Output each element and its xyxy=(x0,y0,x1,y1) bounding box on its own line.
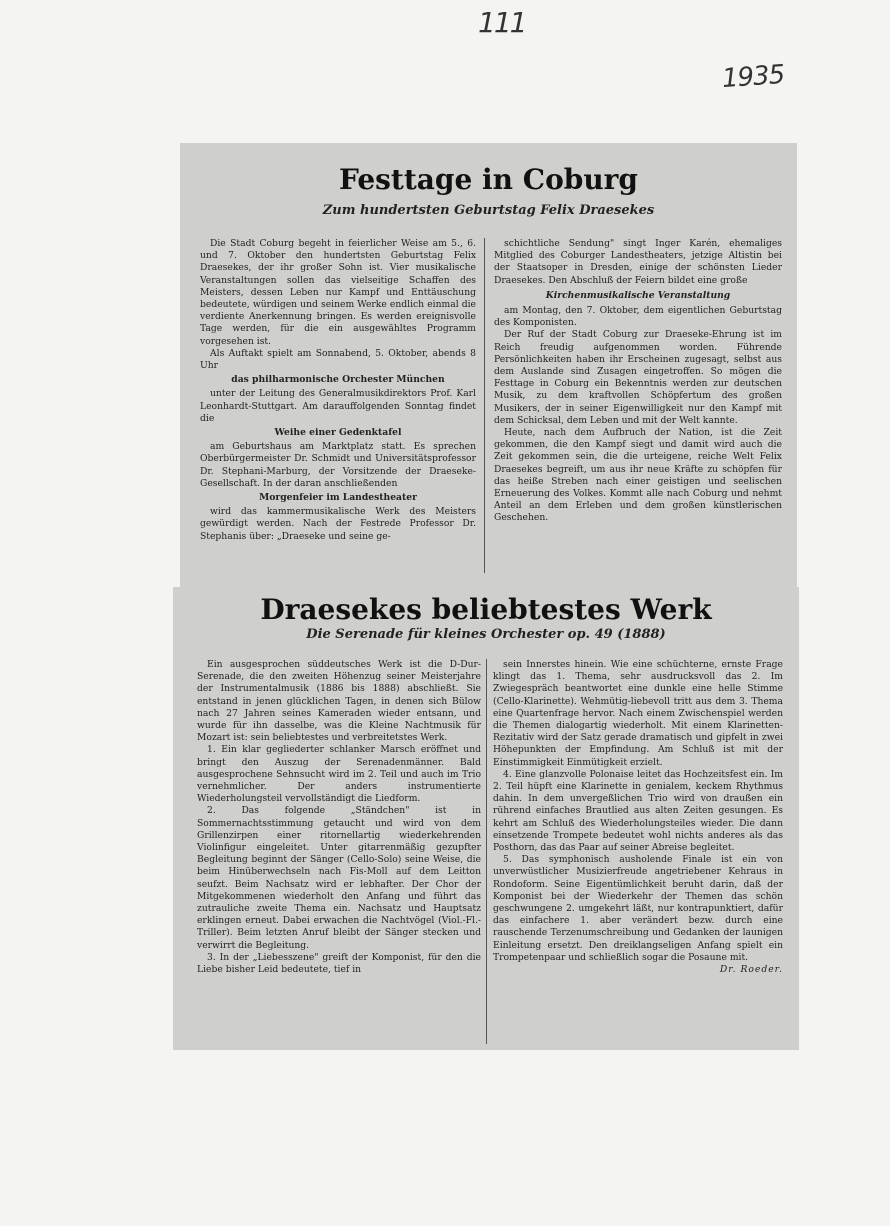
paragraph: sein Innerstes hinein. Wie eine schüchterne, ernste Frage klingt das 1. Thema, sehr ausdrucksvoll das 2. Im Zwiegespräch beantwortet eine dunkle eine helle Stimme (Cello-Klarinette). Wehmütig-liebevoll tritt aus dem 3. Thema eine Quartenfrage hervor. Nach einem Zwischenspiel werden die Themen dialogartig wiederholt. Mit einem Klarinetten-Rezitativ wird der Satz gerade dramatisch und gipfelt in zwei Höhepunkten der Empfindung. Am Schluß ist mit der Einstimmigkeit Einmütigkeit erzielt. xyxy=(493,659,783,768)
paragraph: Der Ruf der Stadt Coburg zur Draeseke-Ehrung ist im Reich freudig aufgenommen worden. Führende Persönlichkeiten haben ihr Erscheinen zugesagt, selbst aus dem Auslande sind Zusagen eingetroffen. So mögen die Festtage in Coburg ein Bekenntnis werden zur deutschen Musik, zu dem kraftvollen Schöpfertum des großen Musikers, der in seiner Eigenwilligkeit nur den Kampf mit dem Schicksal, dem Leben und mit der Welt kannte. xyxy=(494,329,782,426)
paragraph: 5. Das symphonisch ausholende Finale ist ein von unverwüstlicher Musizierfreude angetriebener Kehraus in Rondoform. Seine Eigentümlichkeit beruht darin, daß der Komponist bei der Wiederkehr der Themen das schön geschwungene 2. umgekehrt läßt, nur kontrapunktiert, dafür das einfachere 1. aber verändert bezw. durch eine rauschende Terzenumschreibung und Gedanken der launigen Einleitung ersetzt. Den dreiklangseligen Anfang spielt ein Trompetenpaar und schließlich sogar die Posaune mit. xyxy=(493,854,783,963)
newspaper-clipping-festtage xyxy=(180,143,797,590)
paragraph: schichtliche Sendung" singt Inger Karén, ehemaliges Mitglied des Coburger Landestheaters, jetzige Altistin bei der Staatsoper in Dresden, einige der schönsten Lieder Draesekes. Den Abschluß der Feiern bildet eine große xyxy=(494,238,782,286)
paragraph: Ein ausgesprochen süddeutsches Werk ist die D-Dur-Serenade, die den zweiten Höhenzug seiner Meisterjahre der Instrumentalmusik (1886 bis 1888) abschließt. Sie entstand in jenen glücklichen Tagen, in denen sich Bülow nach 27 Jahren seines Kameraden wieder entsann, und wurde für ihn dasselbe, was die Kleine Nachtmusik für Mozart ist: sein beliebtestes und verbreitetstes Werk. xyxy=(197,659,481,744)
paragraph: 1. Ein klar gegliederter schlanker Marsch eröffnet und bringt den Auszug der Serenadenmänner. Bald ausgesprochene Sehnsucht wird im 2. Teil und auch im Trio vernehmlicher. Der anders instrumentierte Wiederholungsteil vervollständigt die Liedform. xyxy=(197,744,481,805)
paragraph: Als Auftakt spielt am Sonnabend, 5. Oktober, abends 8 Uhr xyxy=(200,347,476,372)
paragraph: Heute, nach dem Aufbruch der Nation, ist die Zeit gekommen, die den Kampf siegt und damit wird auch die Zeit gekommen sein, die die urteigene, reiche Welt Felix Draesekes begreift, um aus ihr neue Kräfte zu schöpfen für das heiße Streben nach einer geistigen und seelischen Erneuerung des Volkes. Kommt alle nach Coburg und nehmt Anteil an dem Erleben und dem großen künstlerischen Geschehen. xyxy=(494,427,782,524)
article-title: Draesekes beliebtestes Werk xyxy=(260,593,712,626)
paragraph: 2. Das folgende „Ständchen" ist in Sommernachtsstimmung getaucht und wird von dem Grillenzirpen einer ritornellartig wiederkehrenden Violinfigur eingeleitet. Unter gitarrenmäßig gezupfter Begleitung beginnt der Sänger (Cello-Solo) seine Weise, die beim Hinüberwechseln nach Fis-Moll auf dem Leitton seufzt. Beim Nachsatz wird er lebhafter. Der Chor der Mitgekommenen wiederholt den Anfang und führt das zutrauliche zweite Thema ein. Nachsatz und Hauptsatz erklingen erneut. Dabei erwachen die Nachtvögel (Viol.-Fl.-Triller). Beim letzten Anruf bleibt der Sänger stecken und verwirrt die Begleitung. xyxy=(197,805,481,951)
handwritten-year: 1935 xyxy=(721,59,786,95)
author-signature: Dr. Roeder. xyxy=(719,964,783,976)
article-title: Festtage in Coburg xyxy=(338,163,639,196)
article-left-column xyxy=(197,659,481,976)
paragraph-emphasis: Morgenfeier im Landestheater xyxy=(259,492,417,504)
section-heading: Kirchenmusikalische Veranstaltung xyxy=(545,289,731,301)
article-left-column xyxy=(200,238,476,543)
newspaper-clipping-serenade xyxy=(173,587,799,1050)
column-divider xyxy=(484,238,485,573)
paragraph: 4. Eine glanzvolle Polonaise leitet das Hochzeitsfest ein. Im 2. Teil hüpft eine Klarinette in genialem, keckem Rhythmus dahin. In dem unvergeßlichen Trio wird von draußen ein rührend einfaches Brautlied aus alten Zeiten gesungen. Es kehrt am Schluß des Wiederholungsteiles wieder. Die dann einsetzende Trompete bedeutet wohl nichts anderes als das Posthorn, das das Paar auf seiner Abreise begleitet. xyxy=(493,768,783,854)
paragraph-emphasis: das philharmonische Orchester München xyxy=(231,374,445,386)
article-right-column xyxy=(494,238,782,525)
paragraph: am Geburtshaus am Marktplatz statt. Es sprechen Oberbürgermeister Dr. Schmidt und Universitätsprofessor Dr. Stephani-Marburg, der Vorsitzende der Draeseke-Gesellschaft. In der daran anschließenden xyxy=(200,441,476,489)
paragraph: wird das kammermusikalische Werk des Meisters gewürdigt werden. Nach der Festrede Professor Dr. Stephanis über: „Draeseke und seine ge- xyxy=(200,506,476,542)
article-right-column xyxy=(493,659,783,976)
paragraph: Die Stadt Coburg begeht in feierlicher Weise am 5., 6. und 7. Oktober den hundertsten Geburtstag Felix Draesekes, der ihr großer Sohn ist. Vier musikalische Veranstaltungen sollen das vielseitige Schaffen des Meisters, dessen Leben nur Kampf und Enttäuschung bedeutete, würdigen und seinem Werke endlich einmal die verdiente Anerkennung bringen. Es werden ereignisvolle Tage werden, für die ein ausgewähltes Programm vorgesehen ist. xyxy=(200,238,476,347)
paragraph-emphasis: Weihe einer Gedenktafel xyxy=(274,427,402,439)
article-subtitle: Zum hundertsten Geburtstag Felix Draesekes xyxy=(322,203,655,218)
column-divider xyxy=(486,659,487,1044)
handwritten-page-number: 111 xyxy=(478,6,526,39)
article-subtitle: Die Serenade für kleines Orchester op. 49 (1888) xyxy=(306,627,666,642)
paragraph: 3. In der „Liebesszene" greift der Komponist, für den die Liebe bisher Leid bedeutete, tief in xyxy=(197,951,481,976)
paragraph: unter der Leitung des Generalmusikdirektors Prof. Karl Leonhardt-Stuttgart. Am darauffolgenden Sonntag findet die xyxy=(200,388,476,424)
paragraph: am Montag, den 7. Oktober, dem eigentlichen Geburtstag des Komponisten. xyxy=(494,305,782,329)
